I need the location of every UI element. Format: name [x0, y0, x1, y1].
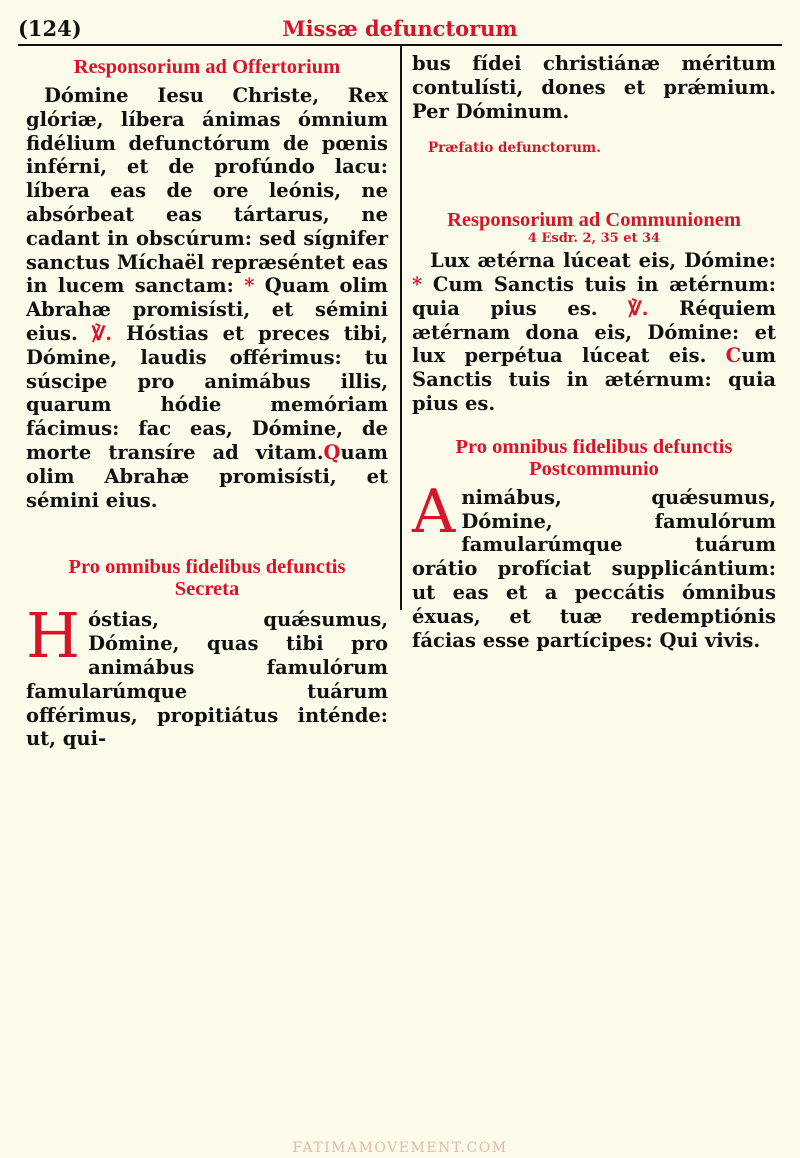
offertory-text-d: uam olim Abrahæ promisísti, et sémini eius.: [26, 440, 388, 512]
secret-heading-line1: Pro omnibus fidelibus defunctis: [68, 556, 346, 579]
secret-text-body: óstias, quǽsumus, Dómine, quas tibi pro animábus famulórum famularúmque tuárum offérimus, propitiátus inténde: ut, qui-: [26, 608, 388, 751]
offertory-text-a: Dómine Iesu Christe, Rex glóriæ, líbera ánimas ómnium fidélium defunctórum de pœnis inférni, et de profúndo lacu: líbera eas de ore leónis, ne absórbeat eas tártarus, ne cadant in obscúrum: sed sígnifer sanctus Míchaël repræséntet eas in lucem sanctam:: [26, 84, 388, 298]
versicle-icon: ℣.: [628, 296, 649, 320]
repeat-initial: Q: [323, 440, 341, 464]
running-title: Missæ defunctorum: [282, 16, 518, 41]
secret-drop-cap: H: [26, 599, 81, 673]
column-divider: [400, 46, 402, 610]
right-column: [412, 52, 776, 652]
offertory-text-c: Hóstias et preces tibi, Dómine, laudis offérimus: tu súscipe pro animábus illis, quarum hódie memóriam fácimus: fac eas, Dómine, de morte transíre ad vitam.: [26, 321, 389, 464]
communion-reference: 4 Esdr. 2, 35 et 34: [527, 231, 661, 247]
communion-text-c: Réquiem ætérnam dona eis, Dómine: et lux perpétua lúceat eis.: [412, 296, 776, 368]
asterisk-mark: *: [244, 274, 255, 298]
repeat-initial: C: [725, 344, 742, 368]
secret-continued: bus fídei christiánæ méritum contulísti, dones et prǽmium. Per Dóminum.: [412, 52, 776, 123]
communion-text-b: Cum Sanctis tuis in ætérnum: quia pius es.: [412, 272, 776, 320]
offertory-text-b: Quam olim Abrahæ promisísti, et sémini eius.: [26, 274, 388, 345]
postcommunion-drop-cap: A: [412, 476, 456, 547]
secret-heading-line2: Secreta: [174, 578, 240, 601]
page-number: (124): [18, 16, 82, 41]
postcommunion-heading: [412, 436, 776, 480]
preface-rubric: Præfatio defunctorum.: [428, 140, 601, 157]
asterisk-mark: *: [412, 272, 423, 296]
postcommunion-heading-line1: Pro omnibus fidelibus defunctis: [455, 435, 733, 458]
watermark: FATIMAMOVEMENT.COM: [292, 1140, 508, 1156]
postcommunion-text: [412, 476, 776, 653]
secret-text: [26, 599, 388, 751]
postcommunion-heading-line2: Postcommunio: [529, 457, 659, 480]
versicle-icon: ℣.: [91, 321, 112, 345]
communion-text-a: Lux ætérna lúceat eis, Dómine:: [430, 249, 776, 273]
left-column: [26, 52, 388, 751]
offertory-heading: Responsorium ad Offertorium: [73, 56, 341, 78]
secret-heading: [26, 556, 388, 600]
page-header: [18, 10, 782, 46]
communion-heading: Responsorium ad Communionem: [447, 209, 741, 232]
communion-text-d: um Sanctis tuis in ætérnum: quia pius es.: [412, 344, 776, 415]
offertory-text: [26, 84, 388, 512]
postcommunion-text-body: nimábus, quǽsumus, Dómine, famulórum famularúmque tuárum orátio profíciat supplicántium: ut eas et a peccátis ómnibus éxuas, et tuæ redemptiónis fácias esse partícipes: Qui vivis.: [412, 485, 776, 652]
communion-text: [412, 249, 776, 416]
